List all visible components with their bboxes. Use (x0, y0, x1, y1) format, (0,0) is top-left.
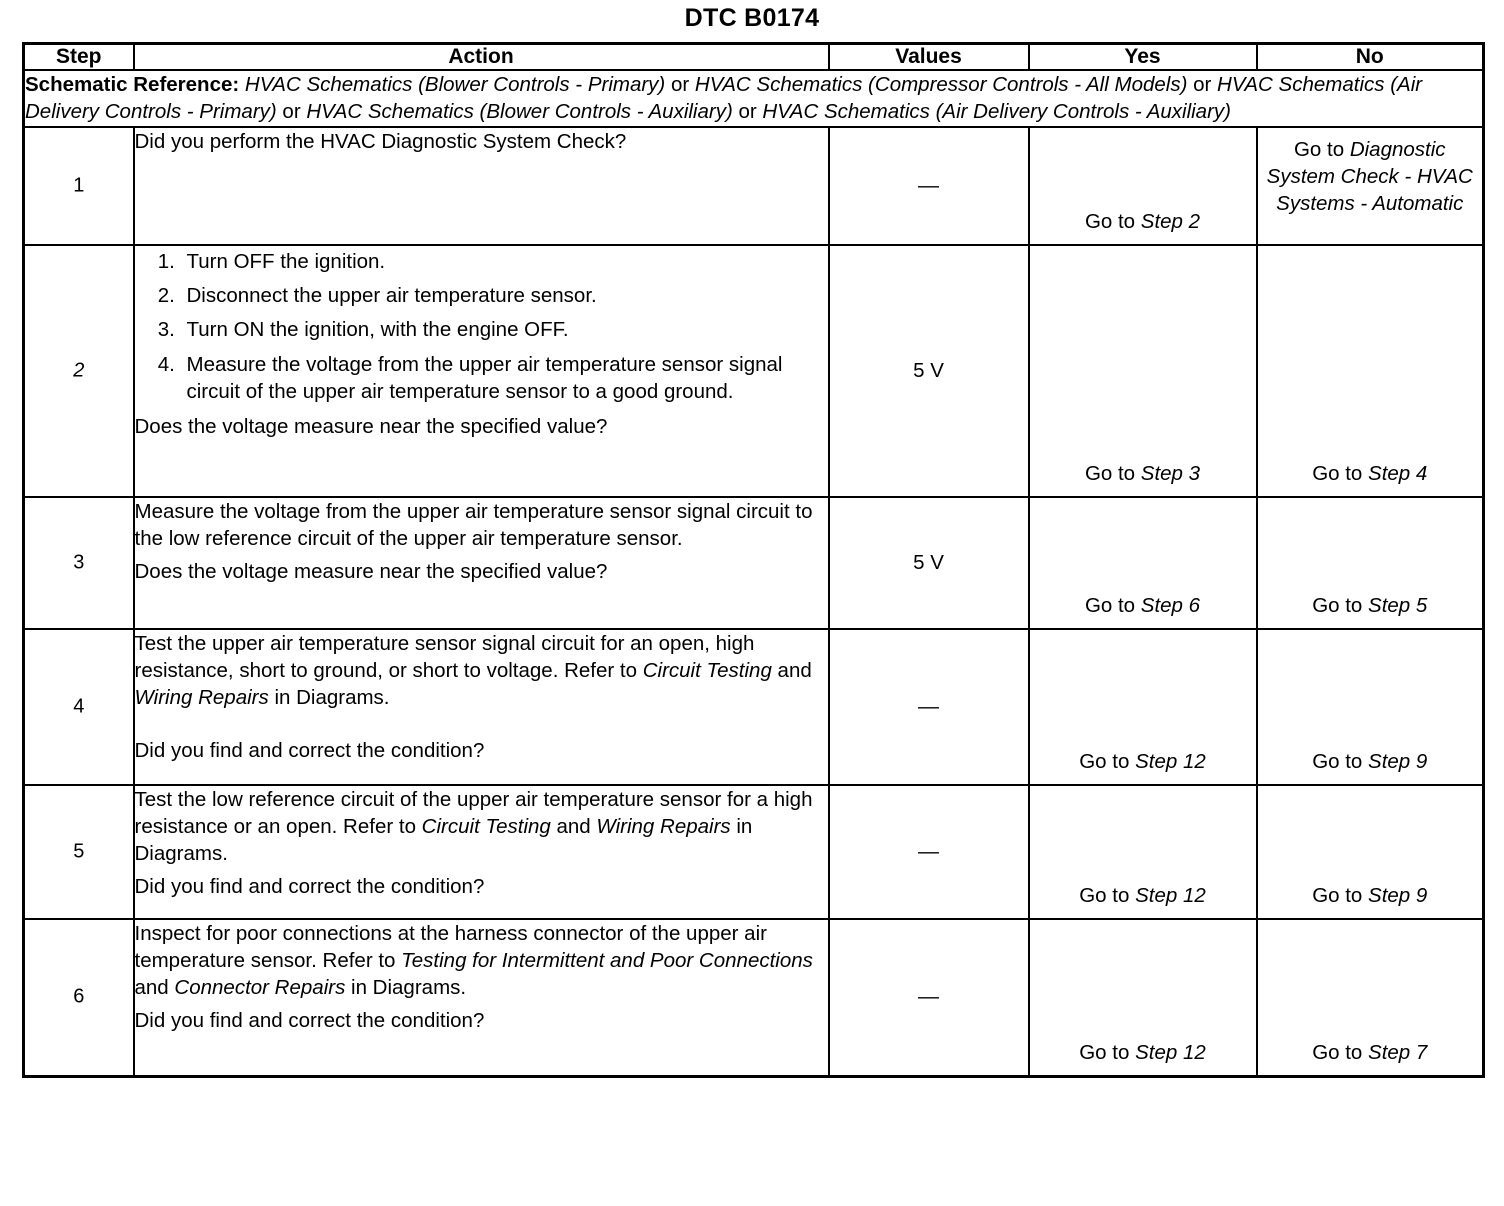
action-cell (134, 629, 829, 785)
yes-branch-text: Go to Step 6 (1084, 593, 1201, 617)
action-step-item: 4. Measure the voltage from the upper air temperature sensor signal circuit of the upper air temperature sensor to a good ground. (181, 351, 828, 406)
action-step-list (135, 248, 828, 406)
no-branch-cell (1257, 497, 1484, 629)
action-text: Test the upper air temperature sensor signal circuit for an open, high resistance, short to ground, or short to voltage. Refer to Circuit Testing and Wiring Repairs in Diagrams. (134, 631, 812, 709)
dtc-diagnostic-table (22, 42, 1485, 1078)
page-title: DTC B0174 (684, 4, 820, 32)
no-branch-cell (1257, 629, 1484, 785)
no-branch-text: Go to Step 9 (1312, 883, 1428, 907)
action-cell (134, 245, 829, 497)
action-text: Test the low reference circuit of the upper air temperature sensor for a high resistance or an open. Refer to Circuit Testing and Wiring Repairs in Diagrams. (134, 787, 813, 865)
table-row (24, 127, 1484, 245)
action-question: Did you find and correct the condition? (134, 739, 485, 763)
values-cell: — (829, 919, 1029, 1077)
column-header-no: No (1257, 44, 1484, 71)
table-row (24, 497, 1484, 629)
action-cell (134, 785, 829, 919)
table-row (24, 919, 1484, 1077)
column-header-step: Step (24, 44, 134, 71)
action-question: Does the voltage measure near the specified value? (134, 414, 608, 438)
column-header-yes: Yes (1029, 44, 1257, 71)
values-cell: — (829, 785, 1029, 919)
step-number-cell: 5 (24, 785, 134, 919)
action-cell (134, 127, 829, 245)
action-cell (134, 497, 829, 629)
action-text: Inspect for poor connections at the harness connector of the upper air temperature sensor. Refer to Testing for Intermittent and Poor Connections and Connector Repairs in Diagrams. (134, 921, 813, 999)
values-cell: — (829, 127, 1029, 245)
no-branch-text: Go to Step 9 (1312, 749, 1428, 773)
spacer (135, 711, 828, 731)
step-number-cell: 1 (24, 127, 134, 245)
action-question: Did you find and correct the condition? (134, 1009, 485, 1033)
yes-branch-text: Go to Step 2 (1084, 209, 1201, 233)
no-branch-cell (1257, 127, 1484, 245)
step-number-cell: 6 (24, 919, 134, 1077)
no-branch-text: Go to Step 4 (1312, 461, 1428, 485)
schematic-reference-row (24, 70, 1484, 127)
action-question: Did you find and correct the condition? (134, 875, 485, 899)
yes-branch-text: Go to Step 12 (1079, 1041, 1206, 1065)
yes-branch-text: Go to Step 12 (1079, 883, 1206, 907)
yes-branch-cell (1029, 245, 1257, 497)
step-number-cell: 2 (24, 245, 134, 497)
table-row (24, 785, 1484, 919)
action-text: Did you perform the HVAC Diagnostic System Check? (134, 129, 627, 153)
no-branch-text: Go to Step 5 (1312, 593, 1428, 617)
schematic-reference-text: HVAC Schematics (Blower Controls - Primary) or HVAC Schematics (Compressor Controls - All Models) or HVAC Schematics (Air Delivery Controls - Primary) or HVAC Schematics (Blower Controls - Auxiliary) or HVAC Schematics (Air Delivery Controls - Auxiliary) (25, 73, 1423, 124)
no-branch-cell (1257, 919, 1484, 1077)
yes-branch-cell (1029, 785, 1257, 919)
action-question: Does the voltage measure near the specified value? (134, 560, 608, 583)
action-step-item: 2. Disconnect the upper air temperature sensor. (181, 282, 828, 309)
schematic-reference-cell (24, 70, 1484, 127)
table-row (24, 245, 1484, 497)
no-branch-text: Go to Step 7 (1312, 1041, 1428, 1065)
table-header-row (24, 44, 1484, 71)
values-cell: 5 V (829, 497, 1029, 629)
yes-branch-cell (1029, 127, 1257, 245)
yes-branch-cell (1029, 497, 1257, 629)
no-branch-text: Go to Diagnostic System Check - HVAC Systems - Automatic (1266, 137, 1473, 215)
schematic-reference-label: Schematic Reference: (25, 73, 240, 96)
table-row (24, 629, 1484, 785)
action-step-item: 1. Turn OFF the ignition. (181, 248, 828, 275)
action-text: Measure the voltage from the upper air temperature sensor signal circuit to the low reference circuit of the upper air temperature sensor. (134, 499, 813, 550)
no-branch-cell (1257, 245, 1484, 497)
yes-branch-text: Go to Step 12 (1079, 749, 1206, 773)
column-header-values: Values (829, 44, 1029, 71)
action-cell (134, 919, 829, 1077)
values-cell: — (829, 629, 1029, 785)
no-branch-cell (1257, 785, 1484, 919)
column-header-action: Action (134, 44, 829, 71)
values-cell: 5 V (829, 245, 1029, 497)
document-page (0, 4, 1504, 1206)
yes-branch-cell (1029, 629, 1257, 785)
yes-branch-cell (1029, 919, 1257, 1077)
action-step-item: 3. Turn ON the ignition, with the engine OFF. (181, 316, 828, 343)
step-number-cell: 3 (24, 497, 134, 629)
step-number-cell: 4 (24, 629, 134, 785)
yes-branch-text: Go to Step 3 (1084, 461, 1201, 485)
